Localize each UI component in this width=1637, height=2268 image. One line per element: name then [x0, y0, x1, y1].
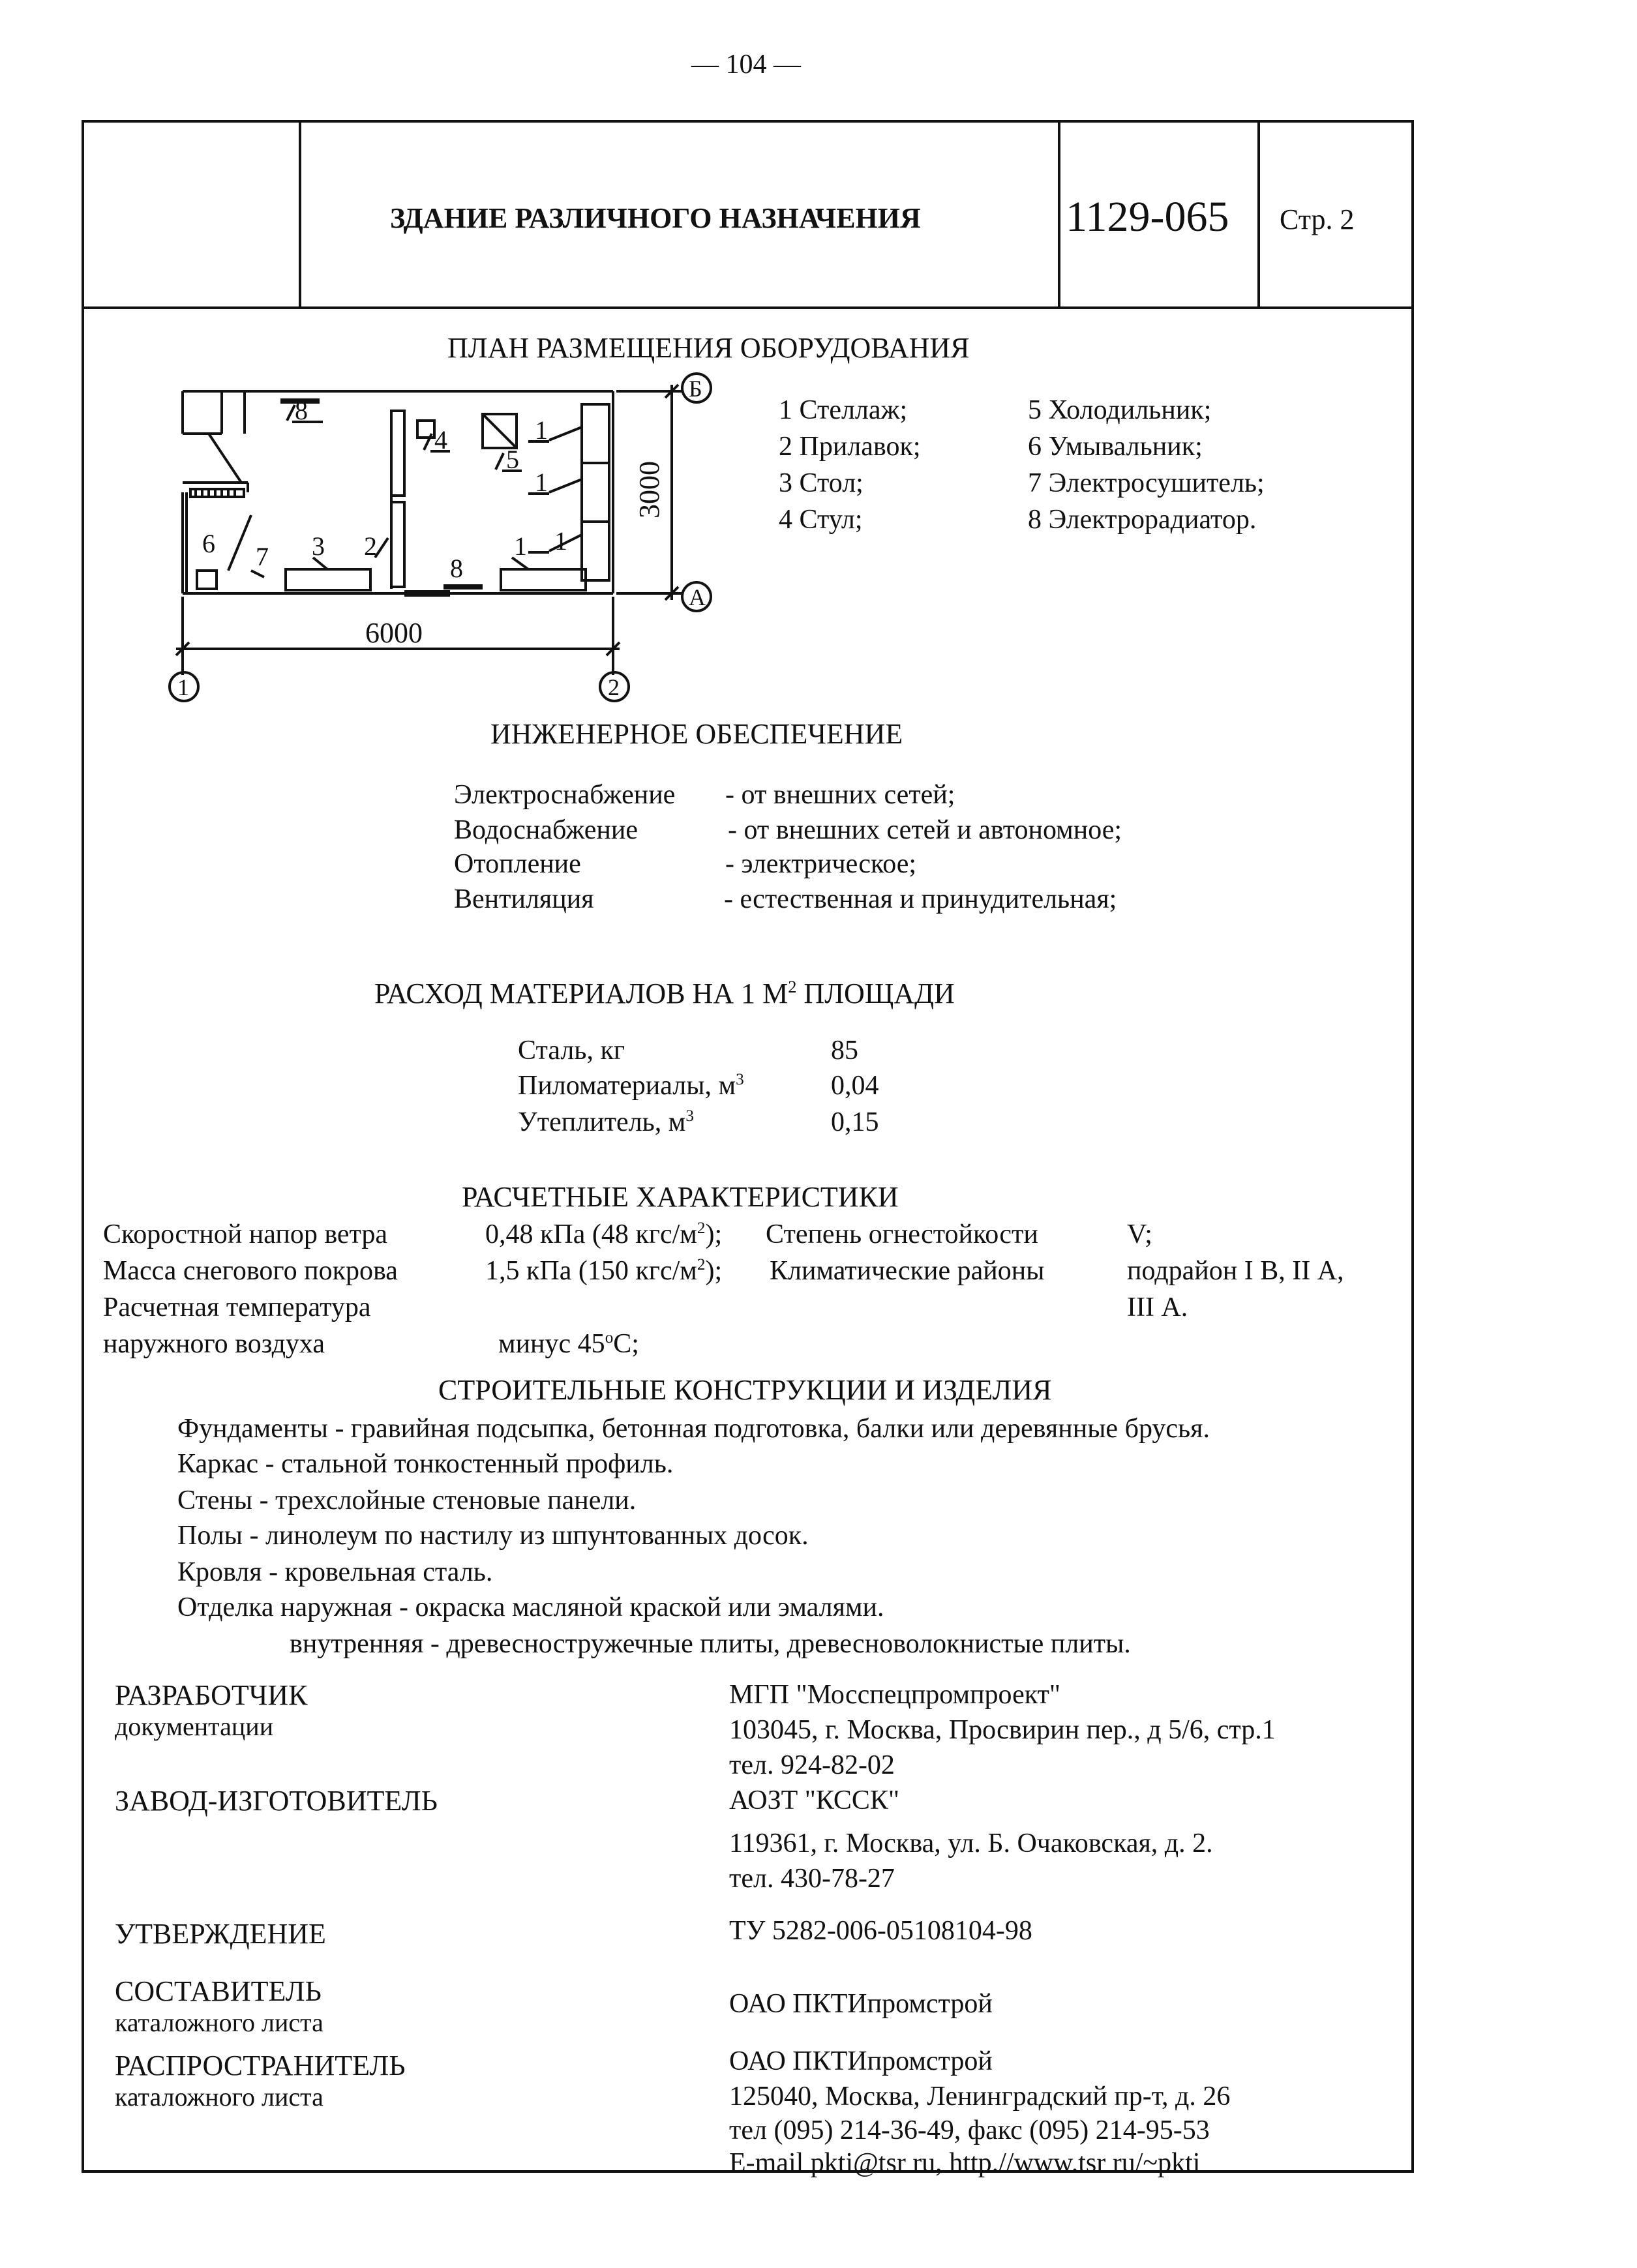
plan-mark-5: 5	[506, 445, 519, 474]
developer-label: РАЗРАБОТЧИК	[115, 1679, 308, 1711]
construction-line-2: Каркас - стальной тонкостенный профиль.	[177, 1449, 674, 1479]
legend-item-4: 4 Стул;	[779, 505, 863, 535]
distributor-address: 125040, Москва, Ленинградский пр-т, д. 26	[729, 2081, 1231, 2111]
developer-address: 103045, г. Москва, Просвирин пер., д 5/6, стр.1	[729, 1715, 1276, 1745]
plan-mark-1b: 1	[535, 468, 548, 497]
approval-value: ТУ 5282-006-05108104-98	[729, 1916, 1032, 1946]
axis-label-2: 2	[608, 674, 620, 700]
distributor-sublabel: каталожного листа	[115, 2082, 323, 2111]
materials-value-insulation: 0,15	[831, 1107, 879, 1137]
compiler-label: СОСТАВИТЕЛЬ	[115, 1975, 322, 2007]
plan-dimension-length: 6000	[365, 617, 423, 649]
engineering-value-heating: - электрическое;	[725, 849, 917, 879]
compiler-sublabel: каталожного листа	[115, 2008, 323, 2037]
design-snow-label: Масса снегового покрова	[103, 1256, 398, 1286]
axis-label-1: 1	[177, 674, 189, 700]
maker-label: ЗАВОД-ИЗГОТОВИТЕЛЬ	[115, 1785, 438, 1817]
plan-mark-8a: 8	[295, 396, 308, 425]
construction-line-5: Кровля - кровельная сталь.	[177, 1557, 493, 1587]
engineering-label-water: Водоснабжение	[454, 815, 638, 845]
plan-title: ПЛАН РАЗМЕЩЕНИЯ ОБОРУДОВАНИЯ	[447, 332, 970, 364]
design-climate-value-1: подрайон I В, II А,	[1127, 1256, 1344, 1286]
plan-dimension-width: 3000	[633, 461, 665, 518]
design-climate-label: Климатические районы	[770, 1256, 1045, 1286]
construction-line-6: Отделка наружная - окраска масляной краской или эмалями.	[177, 1592, 884, 1622]
legend-item-8: 8 Электрорадиатор.	[1028, 505, 1257, 535]
plan-mark-1c: 1	[514, 531, 527, 561]
materials-value-steel: 85	[831, 1036, 858, 1066]
header-divider-2	[1058, 120, 1060, 309]
design-wind-label: Скоростной напор ветра	[103, 1219, 388, 1249]
plan-mark-1a: 1	[535, 415, 548, 445]
legend-item-7: 7 Электросушитель;	[1028, 468, 1265, 498]
distributor-name: ОАО ПКТИпромстрой	[729, 2046, 993, 2076]
construction-line-3: Стены - трехслойные стеновые панели.	[177, 1485, 637, 1515]
engineering-label-heating: Отопление	[454, 849, 581, 879]
engineering-value-power: - от внешних сетей;	[725, 780, 955, 810]
distributor-web: E-mail pkti@tsr ru, http.//www.tsr ru/~pkti	[729, 2148, 1201, 2178]
engineering-value-water: - от внешних сетей и автономное;	[728, 815, 1122, 845]
engineering-label-power: Электроснабжение	[454, 780, 676, 810]
axis-label-b: Б	[689, 376, 702, 402]
legend-item-3: 3 Стол;	[779, 468, 864, 498]
design-temp-value: минус $45^оС$;	[498, 1328, 639, 1359]
materials-label-insulation: Утеплитель, $м^3$	[518, 1107, 694, 1137]
distributor-label: РАСПРОСТРАНИТЕЛЬ	[115, 2050, 406, 2081]
engineering-value-ventilation: - естественная и принудительная;	[724, 884, 1117, 914]
materials-label-steel: Сталь, кг	[518, 1036, 625, 1066]
legend-item-1: 1 Стеллаж;	[779, 395, 908, 425]
engineering-title: ИНЖЕНЕРНОЕ ОБЕСПЕЧЕНИЕ	[490, 718, 903, 750]
materials-title: РАСХОД МАТЕРИАЛОВ НА 1 $М^2$ ПЛОЩАДИ	[374, 977, 955, 1009]
distributor-phone: тел (095) 214-36-49, факс (095) 214-95-53	[729, 2115, 1210, 2145]
sheet-number: Стр. 2	[1280, 203, 1355, 235]
construction-line-7: внутренняя - древесностружечные плиты, древесноволокнистые плиты.	[290, 1629, 1131, 1659]
header-divider-1	[299, 120, 301, 309]
header-divider-3	[1257, 120, 1260, 309]
maker-name: АОЗТ "КССК"	[729, 1785, 900, 1815]
design-climate-value-2: III А.	[1127, 1292, 1188, 1322]
design-wind-value: 0,48 кПа (48 кгс/$м^2$);	[485, 1219, 723, 1249]
developer-phone: тел. 924-82-02	[729, 1750, 895, 1780]
design-temp-label-1: Расчетная температура	[103, 1292, 371, 1322]
approval-label: УТВЕРЖДЕНИЕ	[115, 1918, 326, 1950]
legend-item-2: 2 Прилавок;	[779, 432, 921, 462]
materials-label-timber: Пиломатериалы, $м^3$	[518, 1070, 744, 1101]
developer-sublabel: документации	[115, 1712, 274, 1741]
design-fire-label: Степень огнестойкости	[766, 1219, 1038, 1249]
header-bottom-line	[82, 306, 1414, 309]
plan-mark-3: 3	[312, 531, 325, 561]
legend-item-6: 6 Умывальник;	[1028, 432, 1203, 462]
plan-mark-4: 4	[434, 425, 447, 455]
floor-plan-drawing	[143, 362, 730, 714]
design-snow-value: 1,5 кПа (150 кгс/$м^2$);	[485, 1255, 723, 1286]
construction-line-4: Полы - линолеум по настилу из шпунтованных досок.	[177, 1521, 809, 1551]
design-fire-value: V;	[1127, 1219, 1152, 1249]
materials-value-timber: 0,04	[831, 1071, 879, 1101]
compiler-value: ОАО ПКТИпромстрой	[729, 1989, 993, 2019]
design-temp-label-2: наружного воздуха	[103, 1329, 325, 1359]
design-title: РАСЧЕТНЫЕ ХАРАКТЕРИСТИКИ	[462, 1181, 899, 1213]
plan-mark-2: 2	[364, 531, 377, 561]
maker-phone: тел. 430-78-27	[729, 1864, 895, 1894]
document-code: 1129-065	[1066, 193, 1229, 241]
constructions-title: СТРОИТЕЛЬНЫЕ КОНСТРУКЦИИ И ИЗДЕЛИЯ	[438, 1374, 1052, 1406]
plan-mark-1d: 1	[554, 526, 567, 556]
plan-mark-8b: 8	[450, 554, 463, 583]
construction-line-1: Фундаменты - гравийная подсыпка, бетонная подготовка, балки или деревянные брусья.	[177, 1414, 1210, 1444]
developer-name: МГП "Мосспецпромпроект"	[729, 1680, 1061, 1710]
document-title: ЗДАНИЕ РАЗЛИЧНОГО НАЗНАЧЕНИЯ	[390, 202, 921, 234]
maker-address: 119361, г. Москва, ул. Б. Очаковская, д. 2.	[729, 1828, 1213, 1858]
engineering-label-ventilation: Вентиляция	[454, 884, 594, 914]
legend-item-5: 5 Холодильник;	[1028, 395, 1212, 425]
plan-mark-7: 7	[256, 542, 269, 571]
page-number: — 104 —	[691, 50, 801, 80]
plan-mark-6: 6	[202, 529, 215, 558]
axis-label-a: А	[689, 584, 706, 610]
